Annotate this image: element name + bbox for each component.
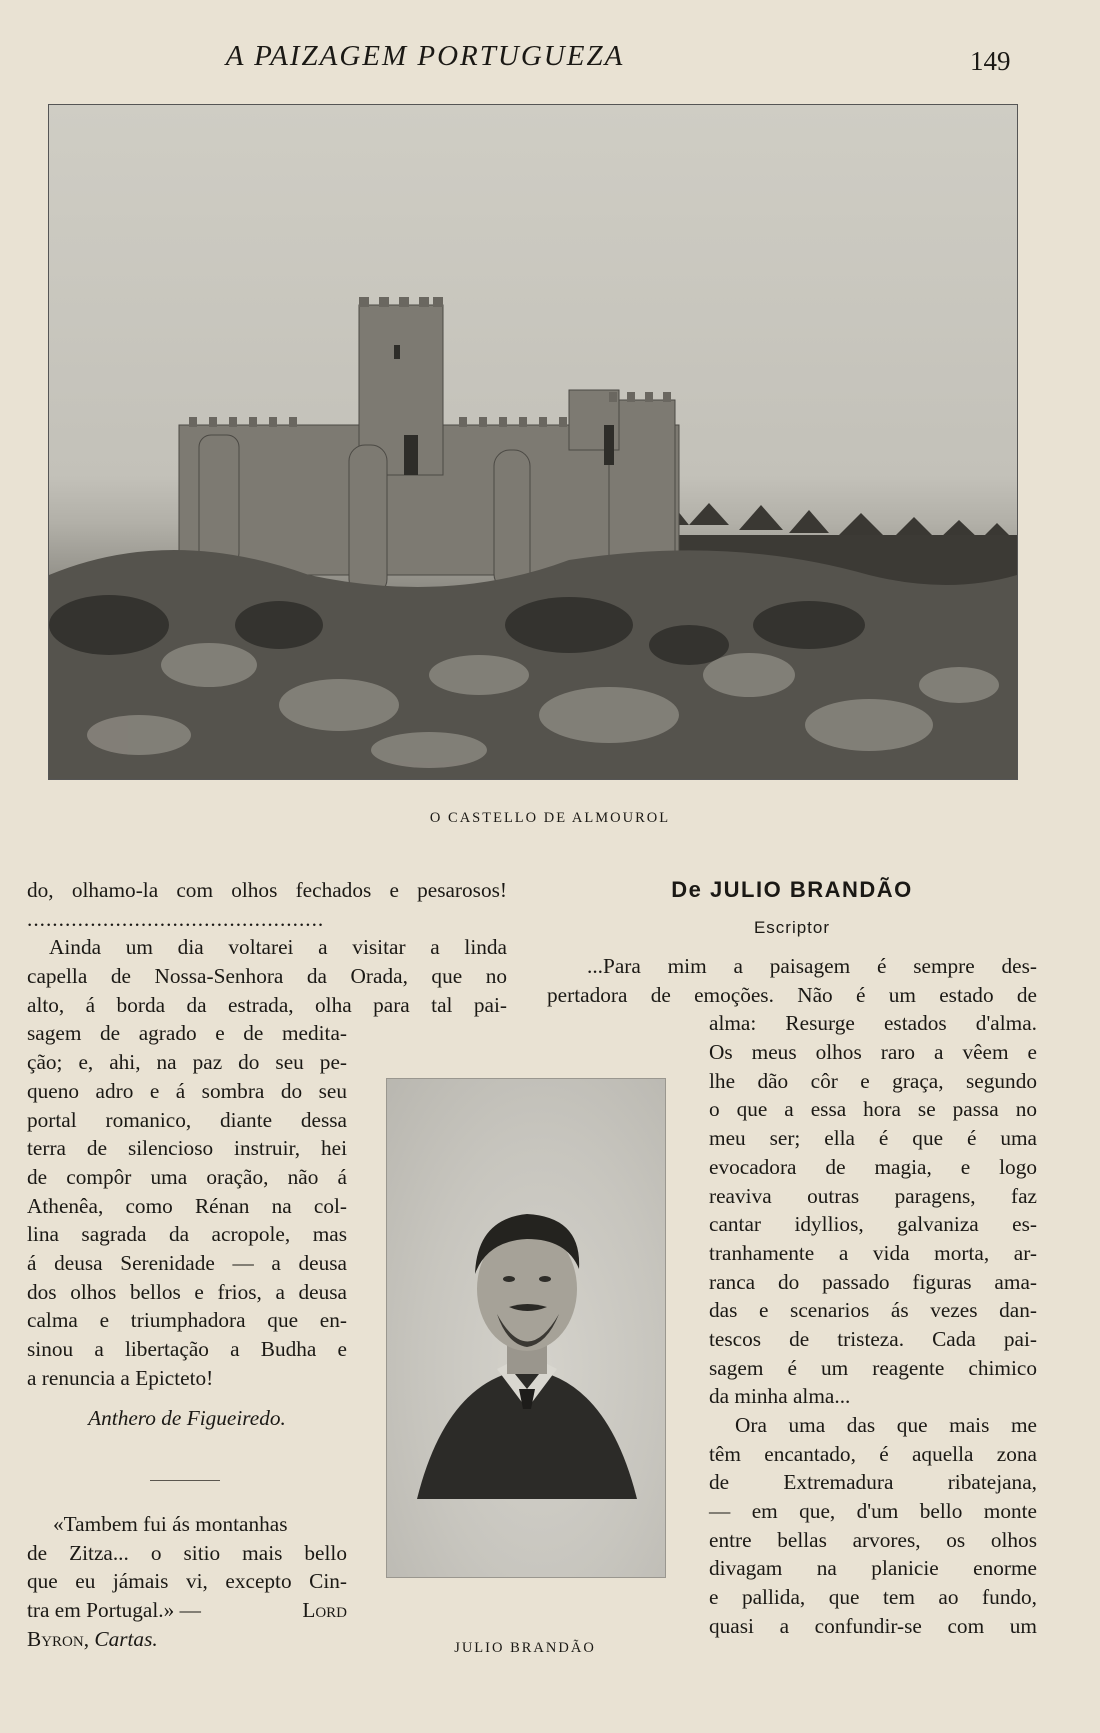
text-line: calma e triumphadora que en- [27,1308,347,1333]
text-line: ção; e, ahi, na paz do seu pe- [27,1050,347,1075]
text-line: meu ser; ella é que é uma [709,1126,1037,1151]
text-line: lhe dão côr e graça, segundo [709,1068,1037,1093]
text-line: — em que, d'um bello monte [709,1499,1037,1524]
castle-illustration [49,105,1017,779]
text-line: sagem de agrado e de medita- [27,1021,347,1046]
text-line: ...Para mim a paisagem é sempre des- [587,954,1037,978]
text-line: evocadora de magia, e logo [709,1154,1037,1179]
text-line: e pallida, que tem ao fundo, [709,1585,1037,1610]
portrait-caption: JULIO BRANDÃO [454,1640,596,1656]
text-line: terra de silencioso instruir, hei [27,1136,347,1161]
text-line: Ainda um dia voltarei a visitar a linda [49,935,507,960]
text-line: reaviva outras paragens, faz [709,1183,1037,1208]
running-header-title: A PAIZAGEM PORTUGUEZA [225,40,625,72]
text-line: sinou a libertação a Budha e [27,1337,347,1361]
castle-photograph [48,104,1018,780]
quote-line: «Tambem fui ás montanhas [53,1512,288,1536]
text-line: o que a essa hora se passa no [709,1097,1037,1122]
text-line: tescos de tristeza. Cada pai- [709,1326,1037,1351]
section-divider [150,1480,220,1481]
text-line: pertadora de emoções. Não é um estado de [547,982,1037,1007]
text-line: quasi a confundir-se com um [709,1613,1037,1638]
text-line: portal romanico, diante dessa [27,1107,347,1132]
castle-photo-caption: O CASTELLO DE ALMOUROL [429,810,671,826]
text-line: cantar idyllios, galvaniza es- [709,1212,1037,1237]
quote-author-first: Lord [302,1598,347,1623]
text-line: entre bellas arvores, os olhos [709,1527,1037,1552]
text-line: queno adro e á sombra do seu [27,1078,347,1103]
text-line: de Extremadura ribatejana, [709,1470,1037,1495]
page-number: 149 [970,46,1011,76]
text-line: alma: Resurge estados d'alma. [709,1011,1037,1036]
quote-line: de Zitza... o sitio mais bello [27,1540,347,1565]
text-line: do, olhamo-la com olhos fechados e pesarosos! [27,878,507,902]
text-line: tranhamente a vida morta, ar- [709,1240,1037,1265]
text-line: alto, á borda da estrada, olha para tal pai- [27,992,507,1017]
dotted-separator: ............................................... [27,906,325,931]
quote-author-last: Byron [27,1626,84,1651]
text-line: Os meus olhos raro a vêem e [709,1040,1037,1065]
text-line: ranca do passado figuras ama- [709,1269,1037,1294]
text-line: de compôr uma oração, não á [27,1164,347,1189]
text-line: têm encantado, é aquella zona [709,1441,1037,1466]
byron-quote [27,1510,347,1653]
text-line: das e scenarios ás vezes dan- [709,1298,1037,1323]
text-line: a renuncia a Epicteto! [27,1365,214,1390]
text-line: lina sagrada da acropole, mas [27,1222,347,1247]
text-line: á deusa Serenidade — a deusa [27,1250,347,1275]
text-line: capella de Nossa-Senhora da Orada, que no [27,964,507,989]
right-text-column [547,876,1037,1641]
text-line: Ora uma das que mais me [735,1413,1037,1437]
section-heading: De JULIO BRANDÃO [671,877,913,902]
text-line: sagem é um reagente chimico [709,1355,1037,1380]
text-line: da minha alma... [709,1384,851,1409]
quote-text: tra em Portugal.» — [27,1598,201,1623]
quote-line [27,1596,347,1625]
text-line: dos olhos bellos e frios, a deusa [27,1279,347,1304]
quote-line: Byron, Cartas. [27,1626,158,1651]
section-subheading: Escriptor [753,918,831,937]
quote-source: Cartas. [94,1626,158,1651]
author-signature: Anthero de Figueiredo. [88,1406,286,1431]
quote-line: que eu jámais vi, excepto Cin- [27,1569,347,1594]
text-line: Athenêa, como Rénan na col- [27,1193,347,1218]
text-line: divagam na planicie enorme [709,1556,1037,1581]
